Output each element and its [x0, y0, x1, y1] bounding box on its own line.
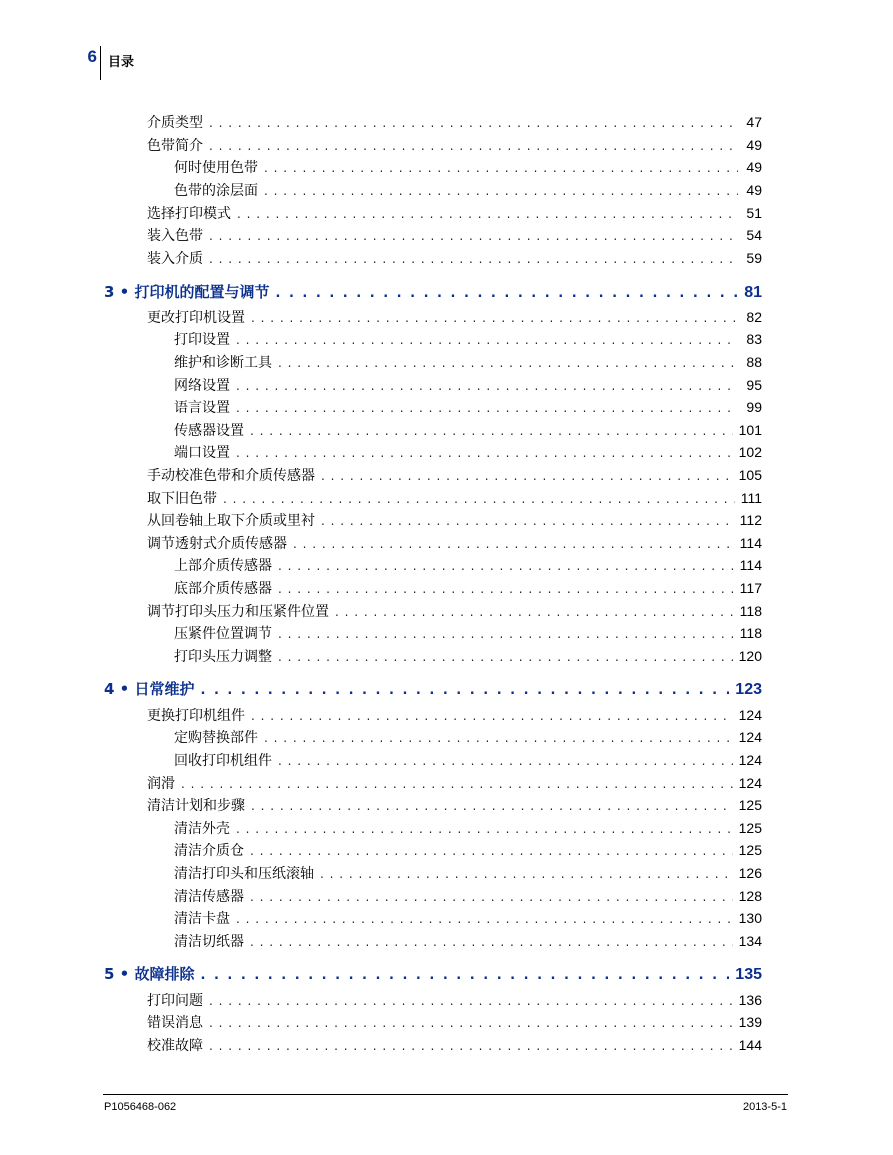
toc-page-number: 123 — [735, 681, 762, 698]
toc-entry-title: 润滑 — [147, 776, 175, 792]
toc-entry-title: 清洁外壳 — [174, 821, 230, 837]
toc-dot-leader — [250, 421, 733, 440]
toc-entry-title: 传感器设置 — [174, 423, 244, 439]
toc-entry-title: 装入色带 — [147, 228, 203, 244]
toc-dot-leader — [321, 466, 733, 485]
toc-page-number: 125 — [738, 842, 762, 858]
toc-dot-leader — [321, 511, 734, 530]
toc-dot-leader — [209, 226, 738, 245]
toc-entry-title: 选择打印模式 — [147, 206, 231, 222]
footer-divider — [103, 1094, 788, 1095]
toc-entry-title: 何时使用色带 — [174, 160, 258, 176]
toc-dot-leader — [209, 1013, 733, 1032]
toc-entry[interactable] — [147, 533, 762, 553]
toc-page-number: 105 — [738, 467, 762, 483]
toc-entry-title: 定购替换部件 — [174, 730, 258, 746]
toc-page-number: 136 — [738, 992, 762, 1008]
toc-page-number: 111 — [740, 490, 762, 506]
toc-entry-title: 4 • 日常维护 — [104, 680, 195, 698]
toc-entry-title: 取下旧色带 — [147, 491, 217, 507]
toc-entry-title: 网络设置 — [174, 378, 230, 394]
toc-page-number: 125 — [738, 797, 762, 813]
toc-entry-title: 色带简介 — [147, 138, 203, 154]
toc-entry-title: 维护和诊断工具 — [174, 355, 272, 371]
toc-entry-title: 清洁打印头和压纸滚轴 — [174, 866, 314, 882]
toc-page-number: 130 — [738, 910, 762, 926]
toc-entry[interactable] — [147, 248, 762, 268]
toc-page-number: 81 — [744, 284, 762, 301]
toc-dot-leader — [209, 249, 738, 268]
toc-entry[interactable] — [174, 931, 762, 951]
toc-page-number: 59 — [746, 250, 762, 266]
toc-entry[interactable] — [174, 397, 762, 417]
toc-entry-title: 从回卷轴上取下介质或里衬 — [147, 513, 315, 529]
toc-page-number: 117 — [739, 580, 762, 596]
toc-dot-leader — [264, 181, 738, 200]
toc-dot-leader — [278, 647, 733, 666]
toc-entry-title: 介质类型 — [147, 115, 203, 131]
toc-page-number: 112 — [739, 512, 762, 528]
toc-entry[interactable] — [174, 908, 762, 928]
toc-chapter-heading[interactable] — [104, 962, 762, 986]
toc-entry-title: 打印设置 — [174, 332, 230, 348]
toc-entry[interactable] — [147, 773, 762, 793]
toc-entry-title: 调节透射式介质传感器 — [147, 536, 287, 552]
toc-page-number: 49 — [746, 159, 762, 175]
toc-entry-title: 调节打印头压力和压紧件位置 — [147, 604, 329, 620]
toc-dot-leader — [264, 158, 738, 177]
document-date: 2013-5-1 — [742, 1101, 787, 1113]
toc-entry[interactable] — [147, 1035, 762, 1055]
toc-page-number: 49 — [746, 137, 762, 153]
document-id: P1056468-062 — [104, 1101, 177, 1113]
toc-chapter-heading[interactable] — [104, 280, 762, 304]
toc-dot-leader — [236, 330, 738, 349]
toc-entry[interactable] — [147, 225, 762, 245]
toc-page-number: 126 — [738, 865, 762, 881]
toc-entry[interactable] — [174, 750, 762, 770]
toc-dot-leader — [200, 964, 729, 986]
toc-entry-title: 上部介质传感器 — [174, 558, 272, 574]
toc-dot-leader — [264, 728, 733, 747]
toc-entry-title: 清洁传感器 — [174, 889, 244, 905]
toc-dot-leader — [251, 796, 733, 815]
toc-dot-leader — [320, 864, 733, 883]
toc-page-number: 128 — [738, 888, 762, 904]
toc-dot-leader — [209, 1036, 733, 1055]
toc-entry-title: 底部介质传感器 — [174, 581, 272, 597]
toc-page-number: 47 — [746, 114, 762, 130]
toc-dot-leader — [250, 841, 733, 860]
toc-page-number: 120 — [738, 648, 762, 664]
toc-entry-title: 校准故障 — [147, 1038, 203, 1054]
toc-entry-title: 手动校准色带和介质传感器 — [147, 468, 315, 484]
toc-dot-leader — [236, 443, 733, 462]
toc-page-number: 51 — [746, 205, 762, 221]
toc-page-number: 139 — [738, 1014, 762, 1030]
toc-entry[interactable] — [174, 646, 762, 666]
toc-dot-leader — [293, 534, 734, 553]
toc-dot-leader — [278, 353, 738, 372]
toc-entry[interactable] — [174, 863, 762, 883]
toc-entry[interactable] — [174, 352, 762, 372]
toc-page-number: 54 — [746, 227, 762, 243]
toc-entry[interactable] — [174, 886, 762, 906]
toc-page-number: 101 — [738, 422, 762, 438]
toc-dot-leader — [278, 624, 734, 643]
toc-entry[interactable] — [147, 465, 762, 485]
toc-page-number: 114 — [739, 557, 762, 573]
toc-entry[interactable] — [174, 375, 762, 395]
toc-entry[interactable] — [147, 705, 762, 725]
toc-entry-title: 清洁切纸器 — [174, 934, 244, 950]
toc-entry[interactable] — [147, 488, 762, 508]
toc-dot-leader — [278, 556, 734, 575]
toc-dot-leader — [209, 991, 733, 1010]
toc-dot-leader — [335, 602, 734, 621]
toc-dot-leader — [236, 376, 738, 395]
toc-entry[interactable] — [147, 307, 762, 327]
toc-dot-leader — [223, 489, 735, 508]
toc-entry-title: 更换打印机组件 — [147, 708, 245, 724]
toc-page-number: 124 — [738, 729, 762, 745]
toc-entry-title: 更改打印机设置 — [147, 310, 245, 326]
toc-page-number: 99 — [746, 399, 762, 415]
toc-page-number: 144 — [738, 1037, 762, 1053]
toc-entry[interactable] — [147, 203, 762, 223]
toc-dot-leader — [278, 751, 733, 770]
toc-entry[interactable] — [174, 840, 762, 860]
toc-page-number: 118 — [739, 625, 762, 641]
toc-page-number: 49 — [746, 182, 762, 198]
toc-dot-leader — [250, 932, 733, 951]
toc-entry-title: 打印问题 — [147, 993, 203, 1009]
toc-entry[interactable] — [174, 180, 762, 200]
page-number: 6 — [87, 47, 97, 66]
toc-dot-leader — [181, 774, 733, 793]
toc-page-number: 118 — [739, 603, 762, 619]
toc-chapter-heading[interactable] — [104, 677, 762, 701]
toc-entry[interactable] — [147, 112, 762, 132]
toc-entry-title: 端口设置 — [174, 445, 230, 461]
section-title: 目录 — [108, 55, 135, 70]
toc-dot-leader — [236, 819, 733, 838]
toc-dot-leader — [236, 909, 733, 928]
toc-page-number: 125 — [738, 820, 762, 836]
toc-entry-title: 清洁计划和步骤 — [147, 798, 245, 814]
toc-entry[interactable] — [147, 1012, 762, 1032]
toc-entry[interactable] — [147, 990, 762, 1010]
toc-dot-leader — [236, 398, 738, 417]
toc-page-number: 95 — [746, 377, 762, 393]
toc-page-number: 124 — [738, 775, 762, 791]
toc-entry[interactable] — [147, 601, 762, 621]
toc-entry-title: 装入介质 — [147, 251, 203, 267]
toc-dot-leader — [209, 136, 738, 155]
toc-entry-title: 语言设置 — [174, 400, 230, 416]
toc-entry[interactable] — [174, 623, 762, 643]
toc-dot-leader — [209, 113, 738, 132]
toc-entry-title: 3 • 打印机的配置与调节 — [104, 283, 270, 301]
toc-entry-title: 清洁卡盘 — [174, 911, 230, 927]
toc-entry[interactable] — [147, 510, 762, 530]
toc-page-number: 124 — [738, 707, 762, 723]
toc-entry[interactable] — [147, 135, 762, 155]
toc-entry-title: 色带的涂层面 — [174, 183, 258, 199]
toc-page-number: 134 — [738, 933, 762, 949]
toc-page-number: 83 — [746, 331, 762, 347]
toc-page-number: 88 — [746, 354, 762, 370]
header-divider — [100, 46, 101, 80]
toc-page-number: 124 — [738, 752, 762, 768]
toc-entry[interactable] — [174, 727, 762, 747]
toc-entry[interactable] — [174, 420, 762, 440]
toc-page-number: 135 — [735, 966, 762, 983]
toc-dot-leader — [251, 706, 733, 725]
toc-dot-leader — [278, 579, 734, 598]
toc-entry-title: 错误消息 — [147, 1015, 203, 1031]
toc-dot-leader — [250, 887, 733, 906]
toc-entry[interactable] — [174, 157, 762, 177]
toc-entry[interactable] — [147, 795, 762, 815]
toc-entry[interactable] — [174, 578, 762, 598]
toc-dot-leader — [251, 308, 738, 327]
toc-entry[interactable] — [174, 818, 762, 838]
toc-entry-title: 5 • 故障排除 — [104, 965, 195, 983]
toc-entry[interactable] — [174, 442, 762, 462]
toc-entry-title: 打印头压力调整 — [174, 649, 272, 665]
toc-dot-leader — [200, 679, 729, 701]
toc-entry-title: 压紧件位置调节 — [174, 626, 272, 642]
toc-dot-leader — [275, 282, 738, 304]
toc-page-number: 114 — [739, 535, 762, 551]
toc-entry[interactable] — [174, 555, 762, 575]
toc-page-number: 82 — [746, 309, 762, 325]
toc-dot-leader — [237, 204, 738, 223]
toc-entry-title: 清洁介质仓 — [174, 843, 244, 859]
page-header — [0, 0, 893, 90]
toc-entry[interactable] — [174, 329, 762, 349]
toc-page-number: 102 — [738, 444, 762, 460]
toc-entry-title: 回收打印机组件 — [174, 753, 272, 769]
